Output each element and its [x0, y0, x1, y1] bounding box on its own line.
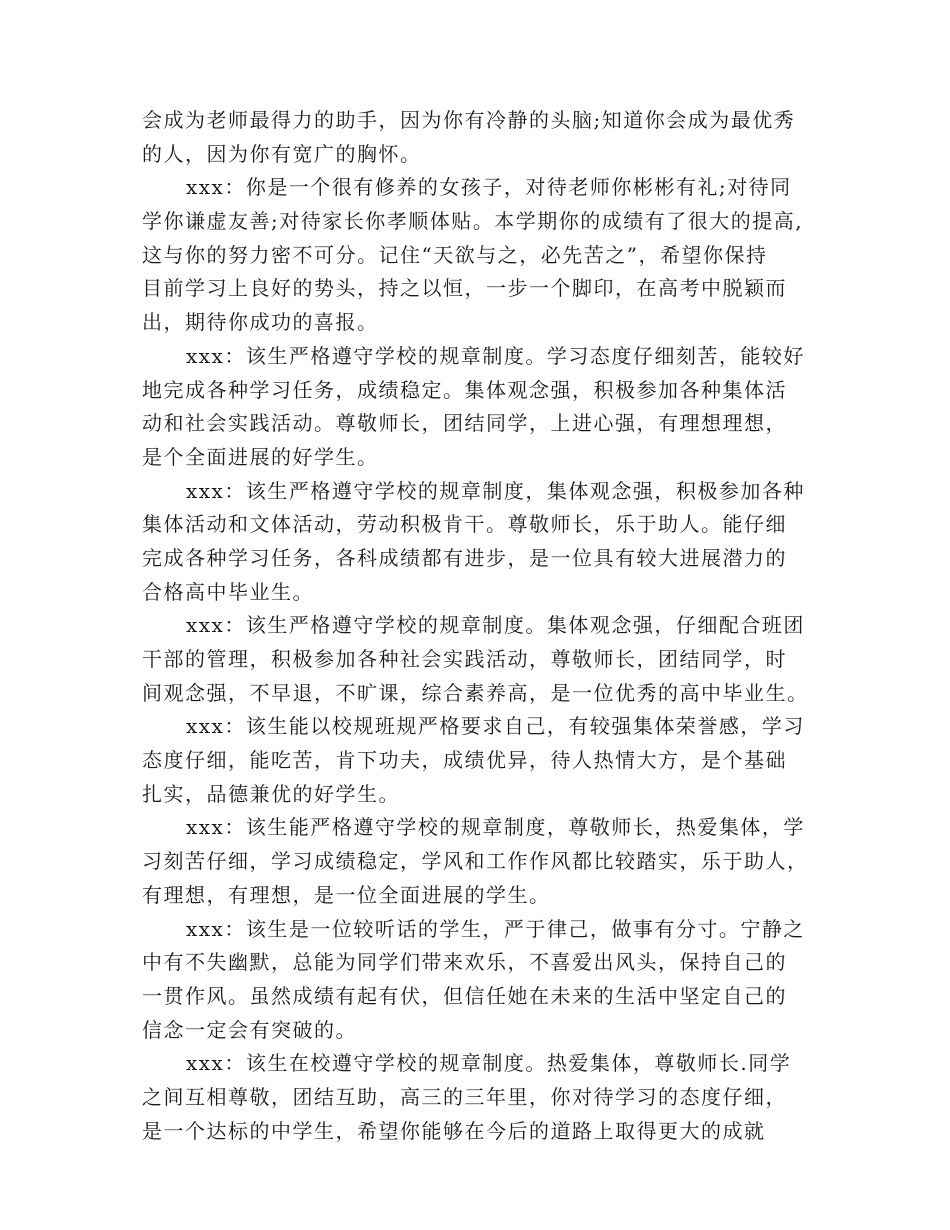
paragraph-line: 态度仔细，能吃苦，肯下功夫，成绩优异，待人热情大方，是个基础: [142, 748, 787, 773]
paragraph-line: 学你谦虚友善;对待家长你孝顺体贴。本学期你的成绩有了很大的提高,: [142, 209, 804, 234]
paragraph-line: 之间互相尊敬，团结互助，高三的三年里，你对待学习的态度仔细，: [142, 1084, 787, 1109]
paragraph-line: 完成各种学习任务，各科成绩都有进步，是一位具有较大进展潜力的: [142, 545, 787, 570]
paragraph-line: 这与你的努力密不可分。记住“天欲与之，必先苦之”，希望你保持: [142, 242, 768, 267]
paragraph-line: 合格高中毕业生。: [142, 579, 314, 604]
paragraph-first-line: xxx：该生能严格遵守学校的规章制度，尊敬师长，热爱集体，学: [186, 815, 805, 840]
paragraph-line: 中有不失幽默，总能为同学们带来欢乐，不喜爱出风头，保持自己的: [142, 950, 787, 975]
paragraph-first-line: xxx：该生严格遵守学校的规章制度。集体观念强，仔细配合班团: [186, 613, 805, 638]
paragraph-line: 是一个达标的中学生，希望你能够在今后的道路上取得更大的成就: [142, 1118, 766, 1143]
paragraph-line: 间观念强，不早退，不旷课，综合素养高，是一位优秀的高中毕业生。: [142, 680, 809, 705]
document-body: [142, 104, 822, 1148]
paragraph-line: 干部的管理，积极参加各种社会实践活动，尊敬师长，团结同学，时: [142, 647, 787, 671]
paragraph-first-line: xxx：该生能以校规班规严格要求自己，有较强集体荣誉感，学习: [186, 714, 805, 739]
paragraph-line: 地完成各种学习任务，成绩稳定。集体观念强，积极参加各种集体活: [142, 377, 787, 402]
paragraph-line: 扎实，品德兼优的好学生。: [142, 781, 400, 806]
paragraph-line: 动和社会实践活动。尊敬师长，团结同学，上进心强，有理想理想，: [142, 411, 787, 436]
paragraph-line: 有理想，有理想，是一位全面进展的学生。: [142, 882, 551, 907]
paragraph-first-line: xxx：该生是一位较听话的学生，严于律己，做事有分寸。宁静之: [186, 916, 805, 941]
paragraph-first-line: xxx：该生严格遵守学校的规章制度，集体观念强，积极参加各种: [186, 478, 805, 503]
paragraph-line: 一贯作风。虽然成绩有起有伏，但信任她在未来的生活中坚定自己的: [142, 983, 787, 1008]
paragraph-first-line: xxx：该生严格遵守学校的规章制度。学习态度仔细刻苦，能较好: [186, 343, 805, 368]
paragraph-line: 目前学习上良好的势头，持之以恒，一步一个脚印，在高考中脱颖而: [142, 276, 787, 301]
paragraph-first-line: xxx：你是一个很有修养的女孩子，对待老师你彬彬有礼;对待同: [186, 175, 792, 200]
paragraph-line: 会成为老师最得力的助手，因为你有冷静的头脑;知道你会成为最优秀: [142, 108, 796, 132]
paragraph-line: 出，期待你成功的喜报。: [142, 310, 379, 335]
paragraph-line: 信念一定会有突破的。: [142, 1017, 357, 1042]
paragraph-line: 集体活动和文体活动，劳动积极肯干。尊敬师长，乐于助人。能仔细: [142, 512, 787, 537]
paragraph-line: 习刻苦仔细，学习成绩稳定，学风和工作作风都比较踏实，乐于助人，: [142, 849, 809, 874]
paragraph-first-line: xxx：该生在校遵守学校的规章制度。热爱集体，尊敬师长.同学: [186, 1051, 792, 1076]
paragraph-line: 是个全面进展的好学生。: [142, 444, 379, 469]
paragraph-line: 的人，因为你有宽广的胸怀。: [142, 141, 422, 166]
